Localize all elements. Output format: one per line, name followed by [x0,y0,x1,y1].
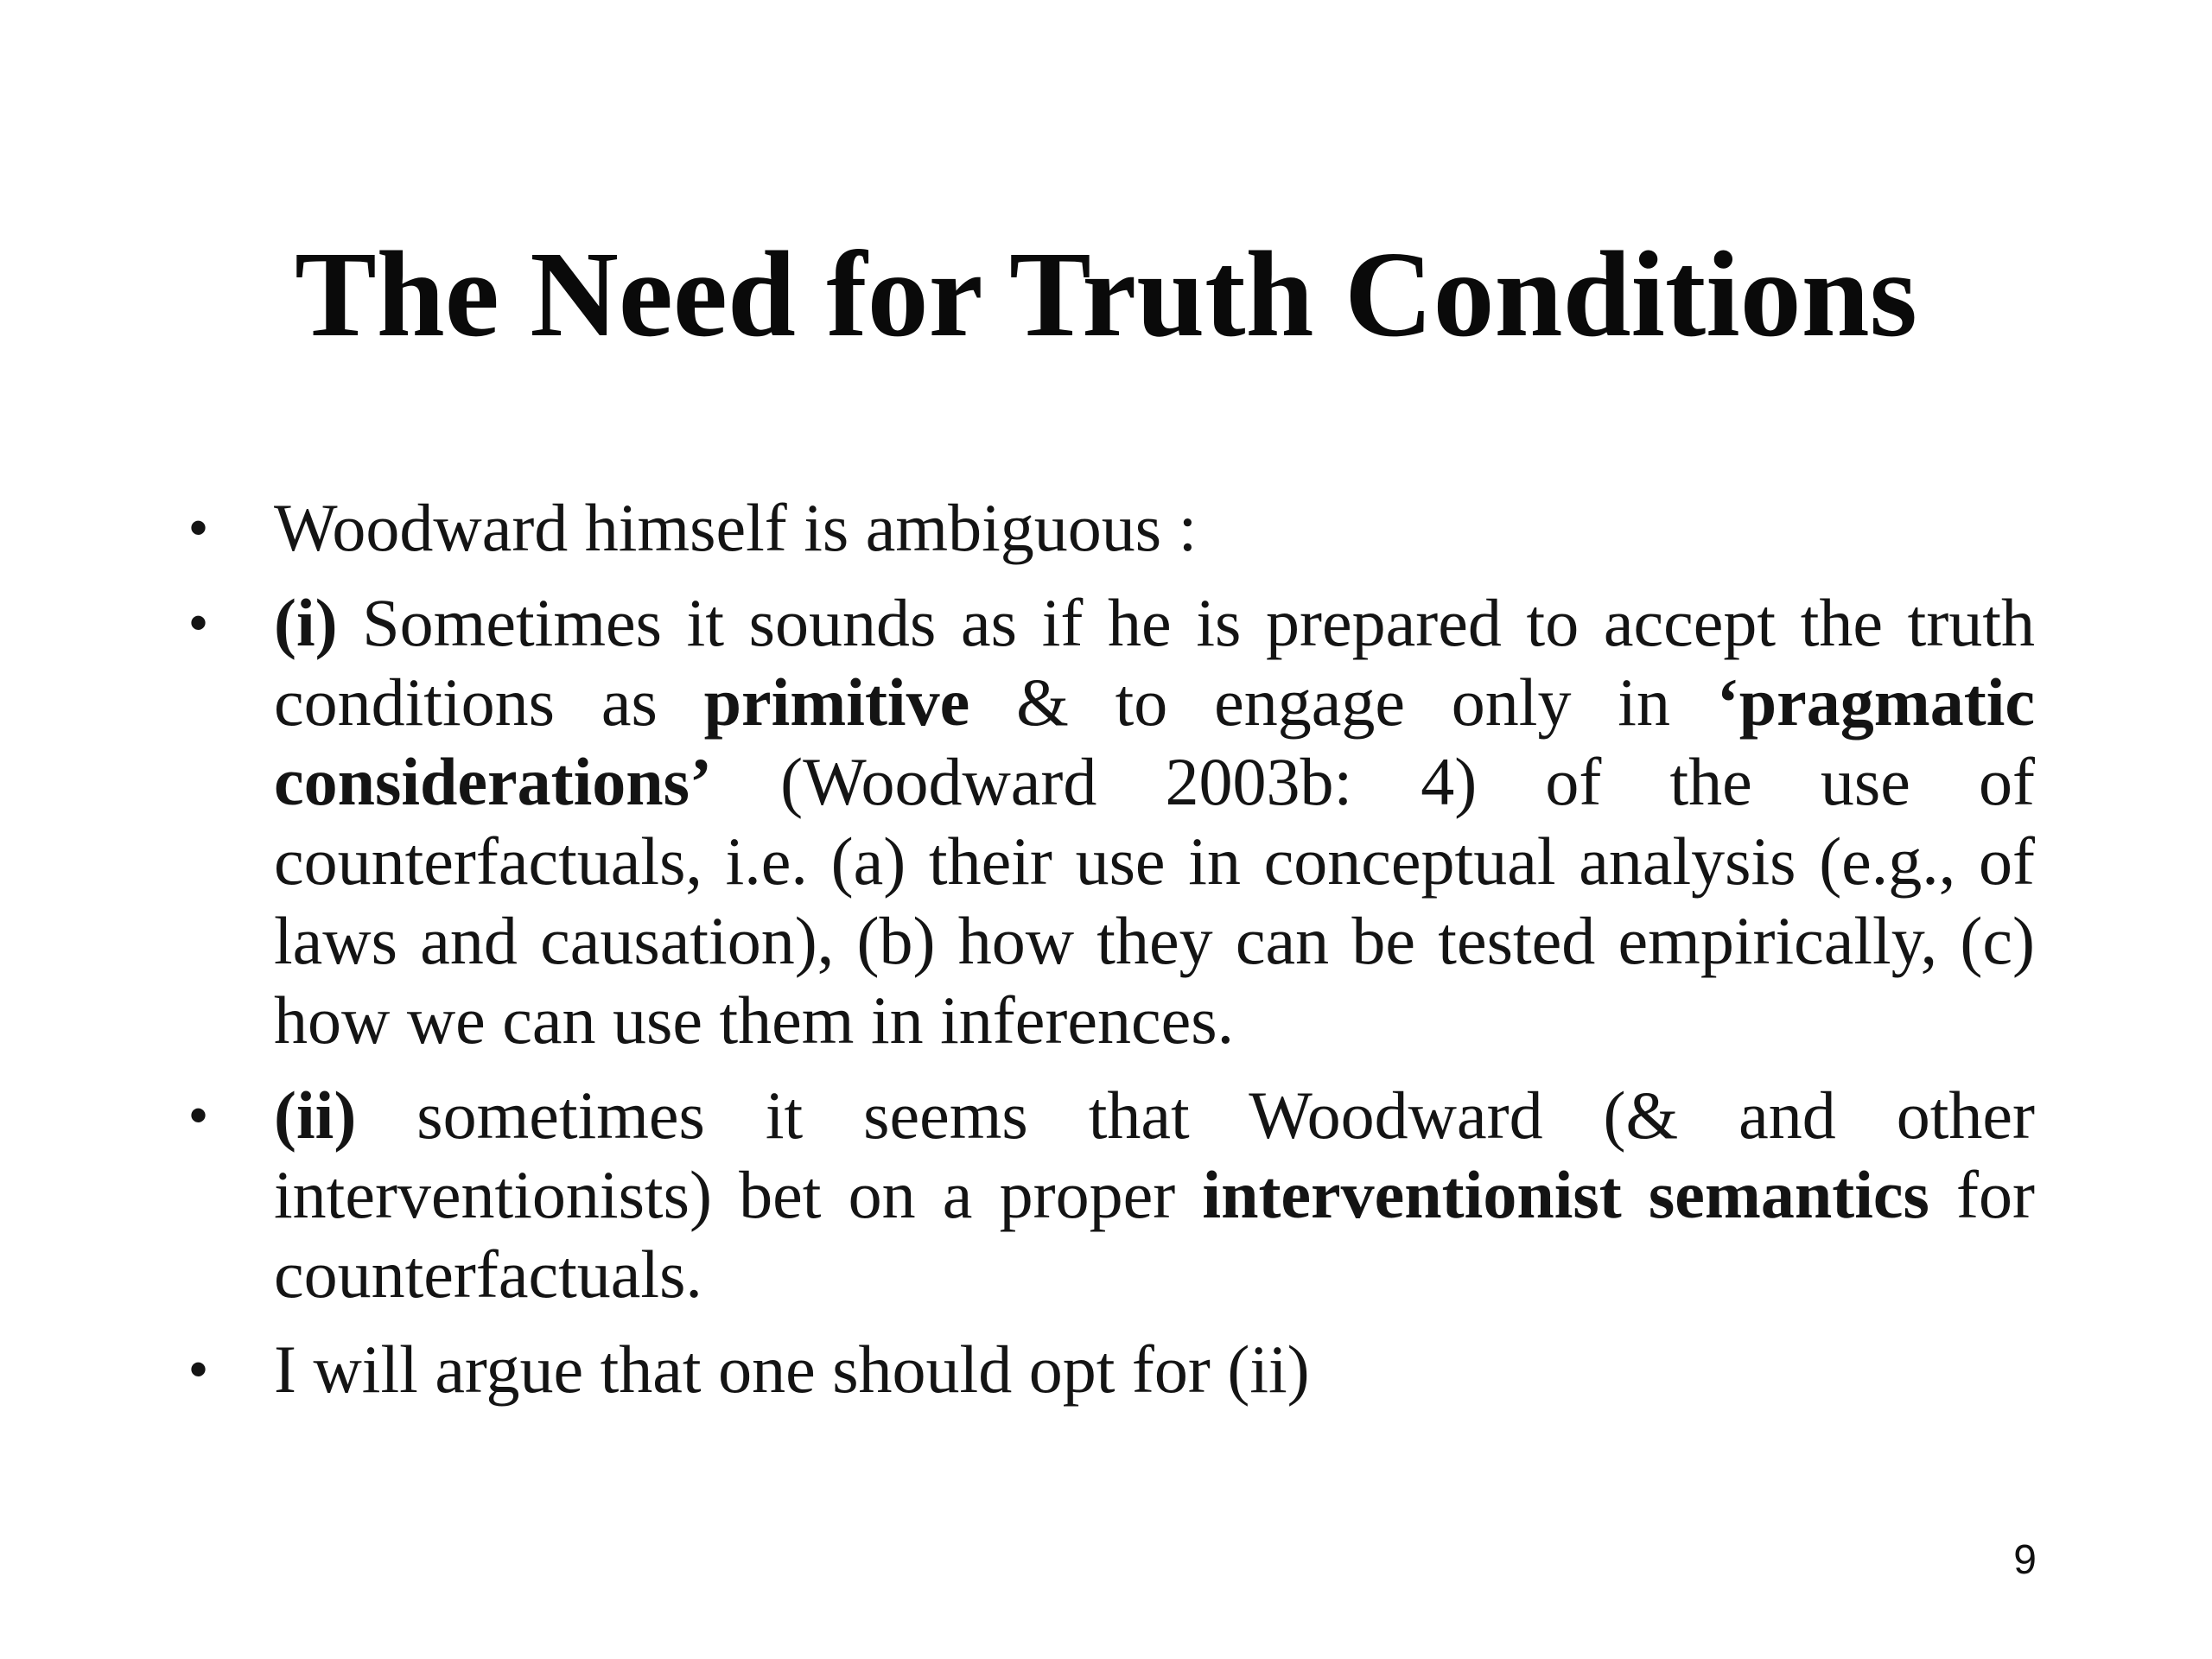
bullet-2-text-b: & to engage only in [969,664,1717,740]
bullet-3-label: (ii) [274,1077,357,1153]
page-number: 9 [2013,1537,2037,1583]
bullet-2-bold-primitive: primitive [703,664,970,740]
bullet-dot-icon: • [189,1340,208,1398]
bullet-3-text-a: sometimes it seems that Woodward (& and other interventionists) bet on a proper [274,1077,2035,1232]
bullet-item-2 [177,583,2035,1060]
bullet-item-3 [177,1076,2035,1314]
bullet-3-bold-semantics: interventionist semantics [1202,1157,1929,1232]
bullet-dot-icon: • [189,594,208,652]
bullet-2-text-a: Sometimes it sounds as if he is prepared to accept the truth conditions as [274,585,2035,740]
bullet-item-4 [177,1330,2035,1409]
slide-title: The Need for Truth Conditions [295,226,1917,362]
bullet-2-bold-pragmatic: ‘pragmatic considerations’ [274,664,2036,819]
bullet-2-text-c: (Woodward 2003b: 4) of the use of counterfactuals, i.e. (a) their use in conceptual analysis (e.g., of laws and causation), (b) how they can be tested empirically, (c) how we can use them in inferences. [274,744,2035,1058]
bullet-item-1 [177,488,2035,568]
bullet-dot-icon: • [189,499,208,556]
bullet-4-text: I will argue that one should opt for (ii) [274,1332,1310,1407]
bullet-1-text: Woodward himself is ambiguous : [274,490,1198,565]
bullet-3-text-b: for counterfactuals. [274,1157,2036,1312]
bullet-dot-icon: • [189,1086,208,1144]
bullet-list [177,488,2035,1409]
bullet-2-label: (i) [274,585,338,660]
